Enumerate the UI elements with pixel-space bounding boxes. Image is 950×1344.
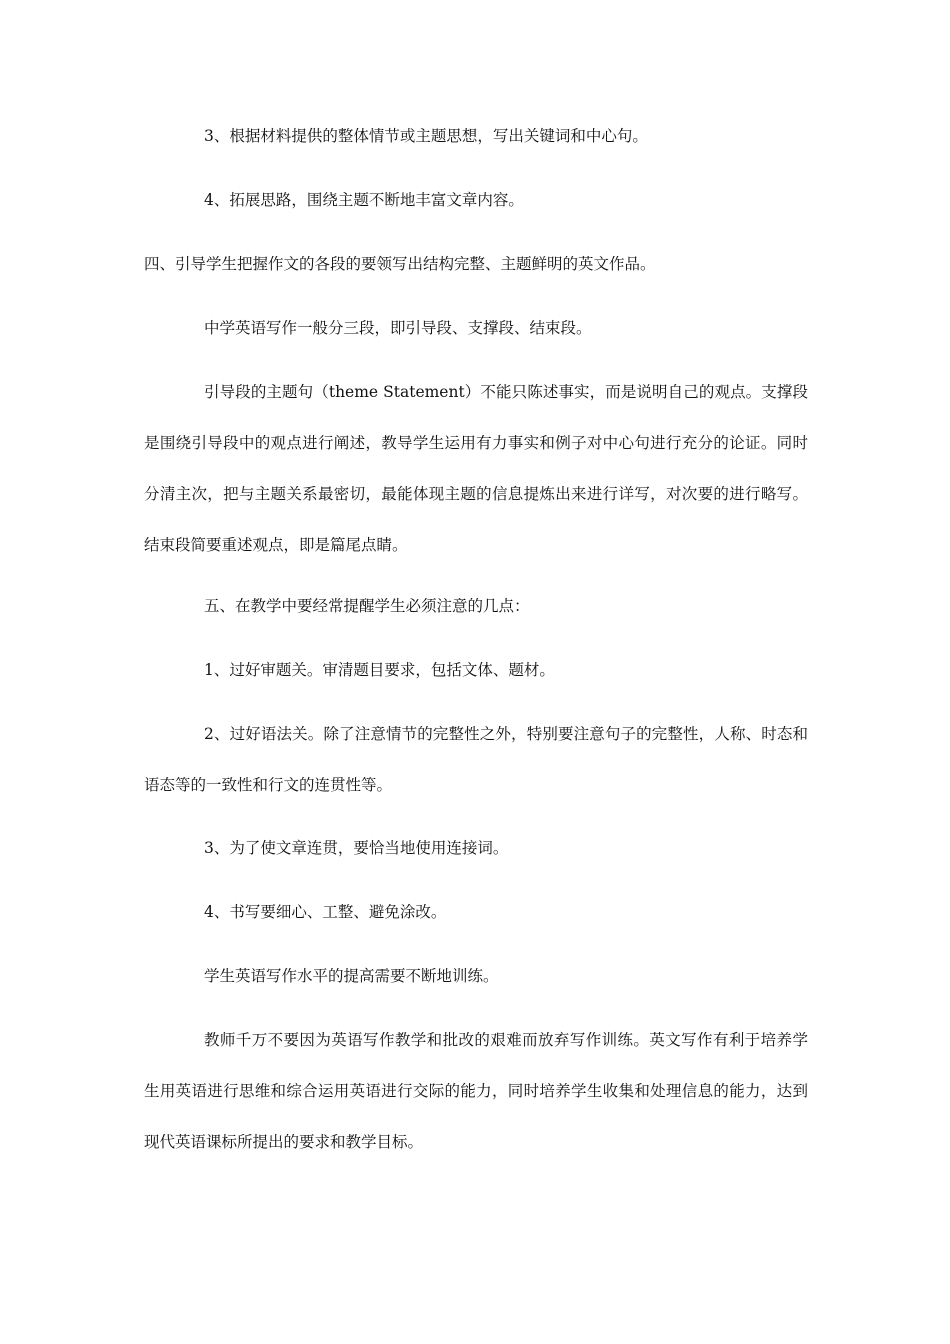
paragraph-step-4: 4、拓展思路，围绕主题不断地丰富文章内容。 bbox=[204, 191, 524, 209]
section-heading-4: 四、引导学生把握作文的各段的要领写出结构完整、主题鲜明的英文作品。 bbox=[144, 255, 656, 273]
paragraph-step-3: 3、根据材料提供的整体情节或主题思想，写出关键词和中心句。 bbox=[204, 127, 648, 145]
paragraph-structure-intro: 中学英语写作一般分三段，即引导段、支撑段、结束段。 bbox=[204, 319, 592, 337]
paragraph-point-3: 3、为了使文章连贯，要恰当地使用连接词。 bbox=[204, 839, 509, 857]
paragraph-point-4: 4、书写要细心、工整、避免涂改。 bbox=[204, 903, 447, 921]
paragraph-conclusion: 教师千万不要因为英语写作教学和批改的艰难而放弃写作训练。英文写作有利于培养学生用英语进行思维和综合运用英语进行交际的能力，同时培养学生收集和处理信息的能力，达到现代英语课标所提出的要求和教学目标。 bbox=[144, 1031, 808, 1151]
paragraph-structure-detail: 引导段的主题句（theme Statement）不能只陈述事实，而是说明自己的观点。支撑段是围绕引导段中的观点进行阐述，教导学生运用有力事实和例子对中心句进行充分的论证。同时分清主次，把与主题关系最密切，最能体现主题的信息提炼出来进行详写，对次要的进行略写。结束段简要重述观点，即是篇尾点睛。 bbox=[144, 383, 808, 554]
section-heading-5: 五、在教学中要经常提醒学生必须注意的几点： bbox=[204, 597, 530, 615]
paragraph-training: 学生英语写作水平的提高需要不断地训练。 bbox=[204, 967, 499, 985]
paragraph-point-1: 1、过好审题关。审清题目要求，包括文体、题材。 bbox=[204, 661, 555, 679]
paragraph-point-2: 2、过好语法关。除了注意情节的完整性之外，特别要注意句子的完整性，人称、时态和语态等的一致性和行文的连贯性等。 bbox=[144, 725, 808, 794]
